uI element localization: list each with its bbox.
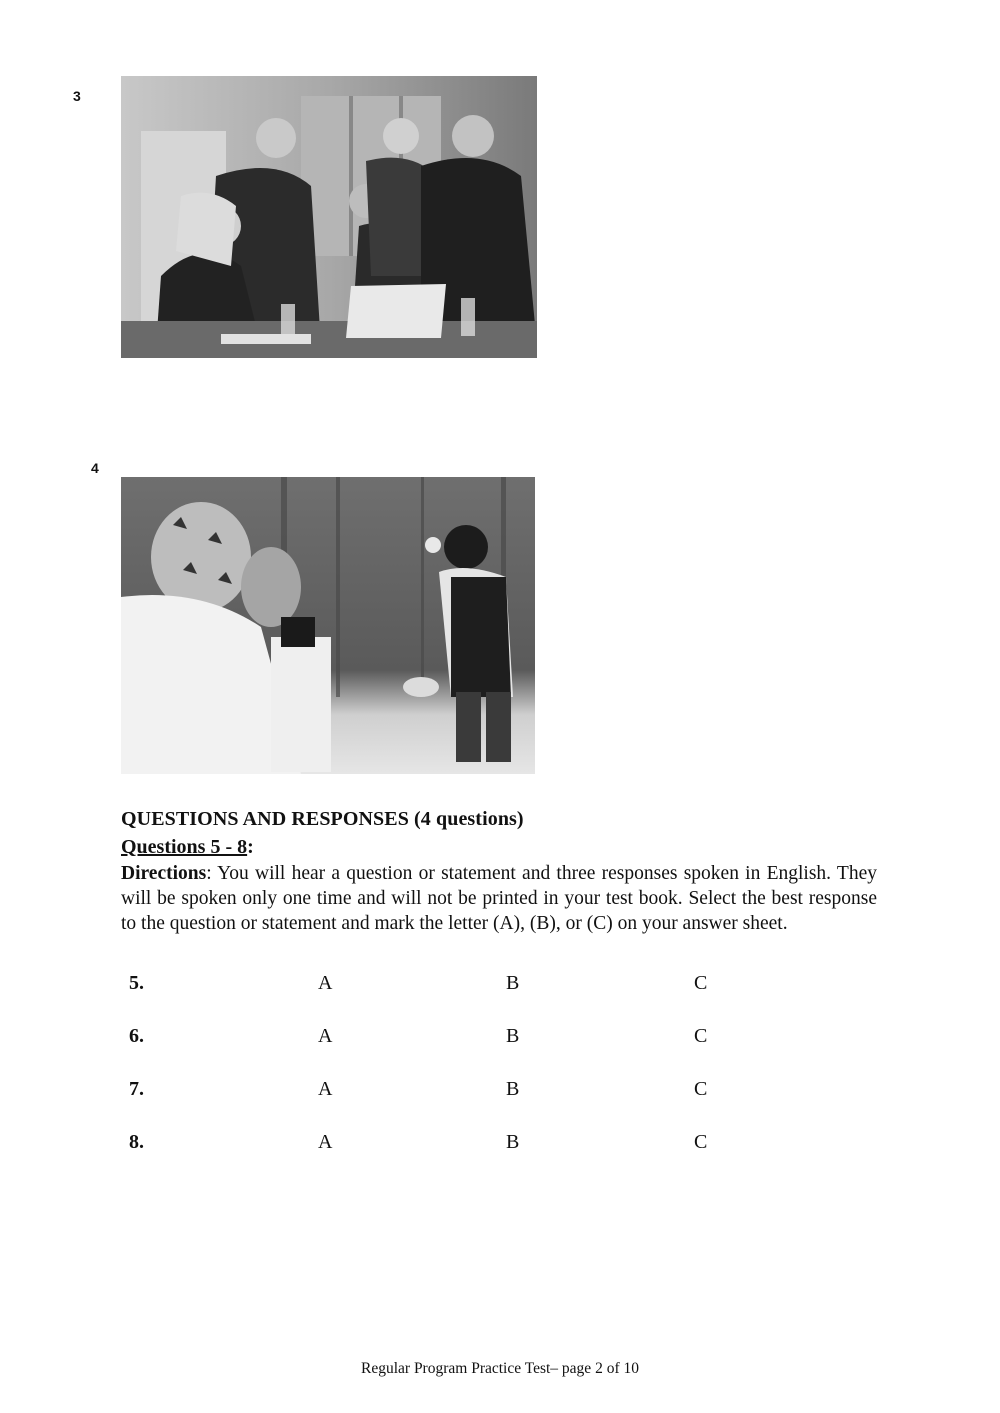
option-a[interactable]: A [318,972,333,994]
answer-row [0,1131,1000,1161]
snowball-fight-photo [121,477,535,774]
answer-number: 6. [129,1025,144,1047]
option-b[interactable]: B [506,1131,520,1153]
item-number-3: 3 [73,88,81,104]
option-a[interactable]: A [318,1131,333,1153]
option-a[interactable]: A [318,1078,333,1100]
item-number-4: 4 [91,460,99,476]
option-c[interactable]: C [694,972,708,994]
section-heading: QUESTIONS AND RESPONSES (4 questions) [121,808,524,830]
option-c[interactable]: C [694,1025,708,1047]
questions-range-heading [121,836,254,859]
option-b[interactable]: B [506,1025,520,1047]
option-c[interactable]: C [694,1131,708,1153]
answer-row [0,1078,1000,1108]
option-c[interactable]: C [694,1078,708,1100]
page-footer: Regular Program Practice Test– page 2 of 10 [361,1360,639,1377]
directions-paragraph [121,861,877,936]
directions-label: Directions [121,863,207,884]
office-meeting-photo [121,76,537,358]
option-b[interactable]: B [506,972,520,994]
answer-row [0,1025,1000,1055]
directions-text: : You will hear a question or statement and three responses spoken in English. They will be spoken only one time and will not be printed in your test book. Select the best response to the question or statement and mark the letter (A), (B), or (C) on your answer sheet. [121,863,877,934]
questions-range-label: Questions 5 - 8 [121,836,248,858]
option-b[interactable]: B [506,1078,520,1100]
answer-number: 5. [129,972,144,994]
answer-number: 8. [129,1131,144,1153]
option-a[interactable]: A [318,1025,333,1047]
answer-number: 7. [129,1078,144,1100]
questions-range-colon: : [247,836,254,858]
answer-row [0,972,1000,1002]
